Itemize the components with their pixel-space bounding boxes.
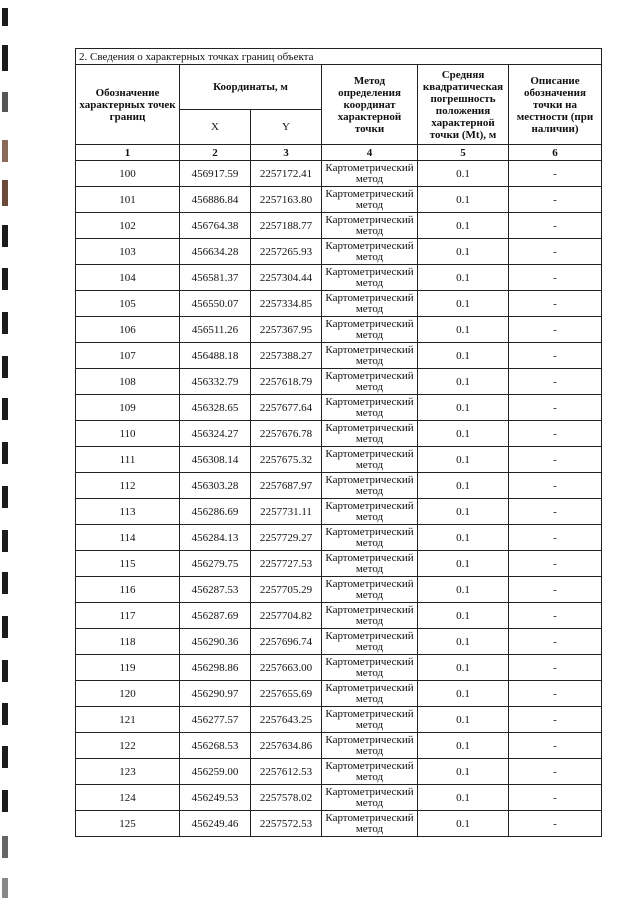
point-id-cell: 120 xyxy=(76,681,180,707)
y-cell: 2257388.27 xyxy=(251,343,322,369)
method-cell: Картометрический метод xyxy=(322,733,418,759)
error-cell: 0.1 xyxy=(418,473,509,499)
table-row xyxy=(76,785,602,811)
point-id-cell: 109 xyxy=(76,395,180,421)
method-cell: Картометрический метод xyxy=(322,759,418,785)
point-id-cell: 111 xyxy=(76,447,180,473)
binding-mark xyxy=(2,530,8,552)
x-cell: 456284.13 xyxy=(180,525,251,551)
description-cell: - xyxy=(509,707,602,733)
point-id-cell: 124 xyxy=(76,785,180,811)
error-cell: 0.1 xyxy=(418,499,509,525)
error-cell: 0.1 xyxy=(418,369,509,395)
method-cell: Картометрический метод xyxy=(322,707,418,733)
x-cell: 456303.28 xyxy=(180,473,251,499)
method-cell: Картометрический метод xyxy=(322,499,418,525)
description-cell: - xyxy=(509,603,602,629)
table-row xyxy=(76,265,602,291)
binding-mark xyxy=(2,486,8,508)
y-cell: 2257727.53 xyxy=(251,551,322,577)
y-cell: 2257705.29 xyxy=(251,577,322,603)
description-cell: - xyxy=(509,577,602,603)
binding-mark xyxy=(2,45,8,71)
table-row xyxy=(76,317,602,343)
description-cell: - xyxy=(509,629,602,655)
description-cell: - xyxy=(509,473,602,499)
table-row xyxy=(76,421,602,447)
table-row xyxy=(76,447,602,473)
column-number: 1 xyxy=(76,145,180,161)
y-cell: 2257172.41 xyxy=(251,161,322,187)
description-cell: - xyxy=(509,655,602,681)
header-x: X xyxy=(180,110,251,145)
boundary-points-table xyxy=(75,48,602,837)
y-cell: 2257704.82 xyxy=(251,603,322,629)
column-numbers-row xyxy=(76,145,602,161)
column-number: 6 xyxy=(509,145,602,161)
error-cell: 0.1 xyxy=(418,421,509,447)
y-cell: 2257687.97 xyxy=(251,473,322,499)
table-row xyxy=(76,759,602,785)
description-cell: - xyxy=(509,213,602,239)
point-id-cell: 122 xyxy=(76,733,180,759)
x-cell: 456332.79 xyxy=(180,369,251,395)
error-cell: 0.1 xyxy=(418,187,509,213)
x-cell: 456581.37 xyxy=(180,265,251,291)
y-cell: 2257612.53 xyxy=(251,759,322,785)
x-cell: 456290.97 xyxy=(180,681,251,707)
header-description: Описание обозначения точки на местности (при наличии) xyxy=(509,65,602,145)
point-id-cell: 118 xyxy=(76,629,180,655)
point-id-cell: 110 xyxy=(76,421,180,447)
method-cell: Картометрический метод xyxy=(322,811,418,837)
table-row xyxy=(76,499,602,525)
y-cell: 2257618.79 xyxy=(251,369,322,395)
binding-mark xyxy=(2,836,8,858)
table-row xyxy=(76,707,602,733)
method-cell: Картометрический метод xyxy=(322,473,418,499)
method-cell: Картометрический метод xyxy=(322,655,418,681)
error-cell: 0.1 xyxy=(418,395,509,421)
x-cell: 456550.07 xyxy=(180,291,251,317)
method-cell: Картометрический метод xyxy=(322,213,418,239)
binding-mark xyxy=(2,140,8,162)
description-cell: - xyxy=(509,447,602,473)
method-cell: Картометрический метод xyxy=(322,551,418,577)
method-cell: Картометрический метод xyxy=(322,447,418,473)
error-cell: 0.1 xyxy=(418,785,509,811)
x-cell: 456298.86 xyxy=(180,655,251,681)
table-row xyxy=(76,603,602,629)
table-row xyxy=(76,473,602,499)
description-cell: - xyxy=(509,161,602,187)
table-row xyxy=(76,187,602,213)
binding-mark xyxy=(2,92,8,112)
binding-mark xyxy=(2,703,8,725)
method-cell: Картометрический метод xyxy=(322,681,418,707)
error-cell: 0.1 xyxy=(418,161,509,187)
description-cell: - xyxy=(509,733,602,759)
description-cell: - xyxy=(509,291,602,317)
error-cell: 0.1 xyxy=(418,707,509,733)
header-method: Метод определения координат характерной точки xyxy=(322,65,418,145)
point-id-cell: 121 xyxy=(76,707,180,733)
point-id-cell: 102 xyxy=(76,213,180,239)
point-id-cell: 107 xyxy=(76,343,180,369)
method-cell: Картометрический метод xyxy=(322,525,418,551)
point-id-cell: 112 xyxy=(76,473,180,499)
table-row xyxy=(76,655,602,681)
table-row xyxy=(76,369,602,395)
y-cell: 2257655.69 xyxy=(251,681,322,707)
binding-mark xyxy=(2,8,8,26)
point-id-cell: 116 xyxy=(76,577,180,603)
table-row xyxy=(76,239,602,265)
table-row xyxy=(76,681,602,707)
description-cell: - xyxy=(509,343,602,369)
y-cell: 2257643.25 xyxy=(251,707,322,733)
y-cell: 2257265.93 xyxy=(251,239,322,265)
y-cell: 2257729.27 xyxy=(251,525,322,551)
error-cell: 0.1 xyxy=(418,811,509,837)
description-cell: - xyxy=(509,395,602,421)
table-row xyxy=(76,395,602,421)
point-id-cell: 106 xyxy=(76,317,180,343)
y-cell: 2257163.80 xyxy=(251,187,322,213)
y-cell: 2257663.00 xyxy=(251,655,322,681)
method-cell: Картометрический метод xyxy=(322,265,418,291)
error-cell: 0.1 xyxy=(418,343,509,369)
method-cell: Картометрический метод xyxy=(322,785,418,811)
method-cell: Картометрический метод xyxy=(322,343,418,369)
method-cell: Картометрический метод xyxy=(322,577,418,603)
method-cell: Картометрический метод xyxy=(322,161,418,187)
description-cell: - xyxy=(509,187,602,213)
error-cell: 0.1 xyxy=(418,655,509,681)
point-id-cell: 119 xyxy=(76,655,180,681)
binding-mark xyxy=(2,180,8,206)
x-cell: 456764.38 xyxy=(180,213,251,239)
y-cell: 2257572.53 xyxy=(251,811,322,837)
table-row xyxy=(76,525,602,551)
header-error: Средняя квадратическая погрешность положения характерной точки (Mt), м xyxy=(418,65,509,145)
method-cell: Картометрический метод xyxy=(322,395,418,421)
table-row xyxy=(76,291,602,317)
x-cell: 456488.18 xyxy=(180,343,251,369)
table-row xyxy=(76,733,602,759)
table-row xyxy=(76,551,602,577)
table-row xyxy=(76,577,602,603)
column-number: 3 xyxy=(251,145,322,161)
point-id-cell: 117 xyxy=(76,603,180,629)
binding-mark xyxy=(2,660,8,682)
y-cell: 2257188.77 xyxy=(251,213,322,239)
description-cell: - xyxy=(509,239,602,265)
x-cell: 456328.65 xyxy=(180,395,251,421)
x-cell: 456279.75 xyxy=(180,551,251,577)
method-cell: Картометрический метод xyxy=(322,369,418,395)
point-id-cell: 115 xyxy=(76,551,180,577)
error-cell: 0.1 xyxy=(418,317,509,343)
method-cell: Картометрический метод xyxy=(322,291,418,317)
y-cell: 2257367.95 xyxy=(251,317,322,343)
description-cell: - xyxy=(509,265,602,291)
error-cell: 0.1 xyxy=(418,577,509,603)
method-cell: Картометрический метод xyxy=(322,629,418,655)
point-id-cell: 123 xyxy=(76,759,180,785)
y-cell: 2257304.44 xyxy=(251,265,322,291)
column-number: 4 xyxy=(322,145,418,161)
point-id-cell: 125 xyxy=(76,811,180,837)
x-cell: 456268.53 xyxy=(180,733,251,759)
y-cell: 2257675.32 xyxy=(251,447,322,473)
boundary-points-table-wrapper xyxy=(75,48,601,837)
table-row xyxy=(76,161,602,187)
binding-mark xyxy=(2,746,8,768)
description-cell: - xyxy=(509,369,602,395)
binding-mark xyxy=(2,442,8,464)
y-cell: 2257676.78 xyxy=(251,421,322,447)
y-cell: 2257334.85 xyxy=(251,291,322,317)
point-id-cell: 113 xyxy=(76,499,180,525)
table-row xyxy=(76,629,602,655)
point-id-cell: 105 xyxy=(76,291,180,317)
error-cell: 0.1 xyxy=(418,447,509,473)
method-cell: Картометрический метод xyxy=(322,239,418,265)
description-cell: - xyxy=(509,681,602,707)
point-id-cell: 103 xyxy=(76,239,180,265)
description-cell: - xyxy=(509,421,602,447)
method-cell: Картометрический метод xyxy=(322,603,418,629)
x-cell: 456324.27 xyxy=(180,421,251,447)
error-cell: 0.1 xyxy=(418,759,509,785)
binding-mark xyxy=(2,572,8,594)
method-cell: Картометрический метод xyxy=(322,317,418,343)
x-cell: 456259.00 xyxy=(180,759,251,785)
error-cell: 0.1 xyxy=(418,551,509,577)
error-cell: 0.1 xyxy=(418,629,509,655)
x-cell: 456277.57 xyxy=(180,707,251,733)
binding-mark xyxy=(2,398,8,420)
column-number: 2 xyxy=(180,145,251,161)
description-cell: - xyxy=(509,811,602,837)
description-cell: - xyxy=(509,759,602,785)
x-cell: 456290.36 xyxy=(180,629,251,655)
error-cell: 0.1 xyxy=(418,681,509,707)
point-id-cell: 104 xyxy=(76,265,180,291)
x-cell: 456249.53 xyxy=(180,785,251,811)
table-row xyxy=(76,213,602,239)
binding-mark xyxy=(2,268,8,290)
binding-mark xyxy=(2,616,8,638)
x-cell: 456511.26 xyxy=(180,317,251,343)
point-id-cell: 100 xyxy=(76,161,180,187)
header-y: Y xyxy=(251,110,322,145)
table-row xyxy=(76,811,602,837)
method-cell: Картометрический метод xyxy=(322,187,418,213)
column-number: 5 xyxy=(418,145,509,161)
table-body xyxy=(76,161,602,837)
x-cell: 456917.59 xyxy=(180,161,251,187)
binding-mark xyxy=(2,790,8,812)
error-cell: 0.1 xyxy=(418,603,509,629)
error-cell: 0.1 xyxy=(418,525,509,551)
x-cell: 456249.46 xyxy=(180,811,251,837)
description-cell: - xyxy=(509,525,602,551)
y-cell: 2257634.86 xyxy=(251,733,322,759)
error-cell: 0.1 xyxy=(418,239,509,265)
x-cell: 456634.28 xyxy=(180,239,251,265)
x-cell: 456286.69 xyxy=(180,499,251,525)
error-cell: 0.1 xyxy=(418,265,509,291)
point-id-cell: 114 xyxy=(76,525,180,551)
binding-mark xyxy=(2,225,8,247)
x-cell: 456886.84 xyxy=(180,187,251,213)
binding-mark xyxy=(2,356,8,378)
header-designation: Обозначение характерных точек границ xyxy=(76,65,180,145)
x-cell: 456308.14 xyxy=(180,447,251,473)
point-id-cell: 108 xyxy=(76,369,180,395)
y-cell: 2257578.02 xyxy=(251,785,322,811)
method-cell: Картометрический метод xyxy=(322,421,418,447)
binding-mark xyxy=(2,878,8,898)
description-cell: - xyxy=(509,317,602,343)
description-cell: - xyxy=(509,499,602,525)
y-cell: 2257731.11 xyxy=(251,499,322,525)
x-cell: 456287.69 xyxy=(180,603,251,629)
y-cell: 2257696.74 xyxy=(251,629,322,655)
header-coordinates: Координаты, м xyxy=(180,65,322,110)
error-cell: 0.1 xyxy=(418,213,509,239)
description-cell: - xyxy=(509,551,602,577)
y-cell: 2257677.64 xyxy=(251,395,322,421)
binding-mark xyxy=(2,312,8,334)
table-row xyxy=(76,343,602,369)
table-caption: 2. Сведения о характерных точках границ объекта xyxy=(76,49,602,65)
binding-strip xyxy=(0,0,14,905)
point-id-cell: 101 xyxy=(76,187,180,213)
error-cell: 0.1 xyxy=(418,291,509,317)
error-cell: 0.1 xyxy=(418,733,509,759)
description-cell: - xyxy=(509,785,602,811)
x-cell: 456287.53 xyxy=(180,577,251,603)
